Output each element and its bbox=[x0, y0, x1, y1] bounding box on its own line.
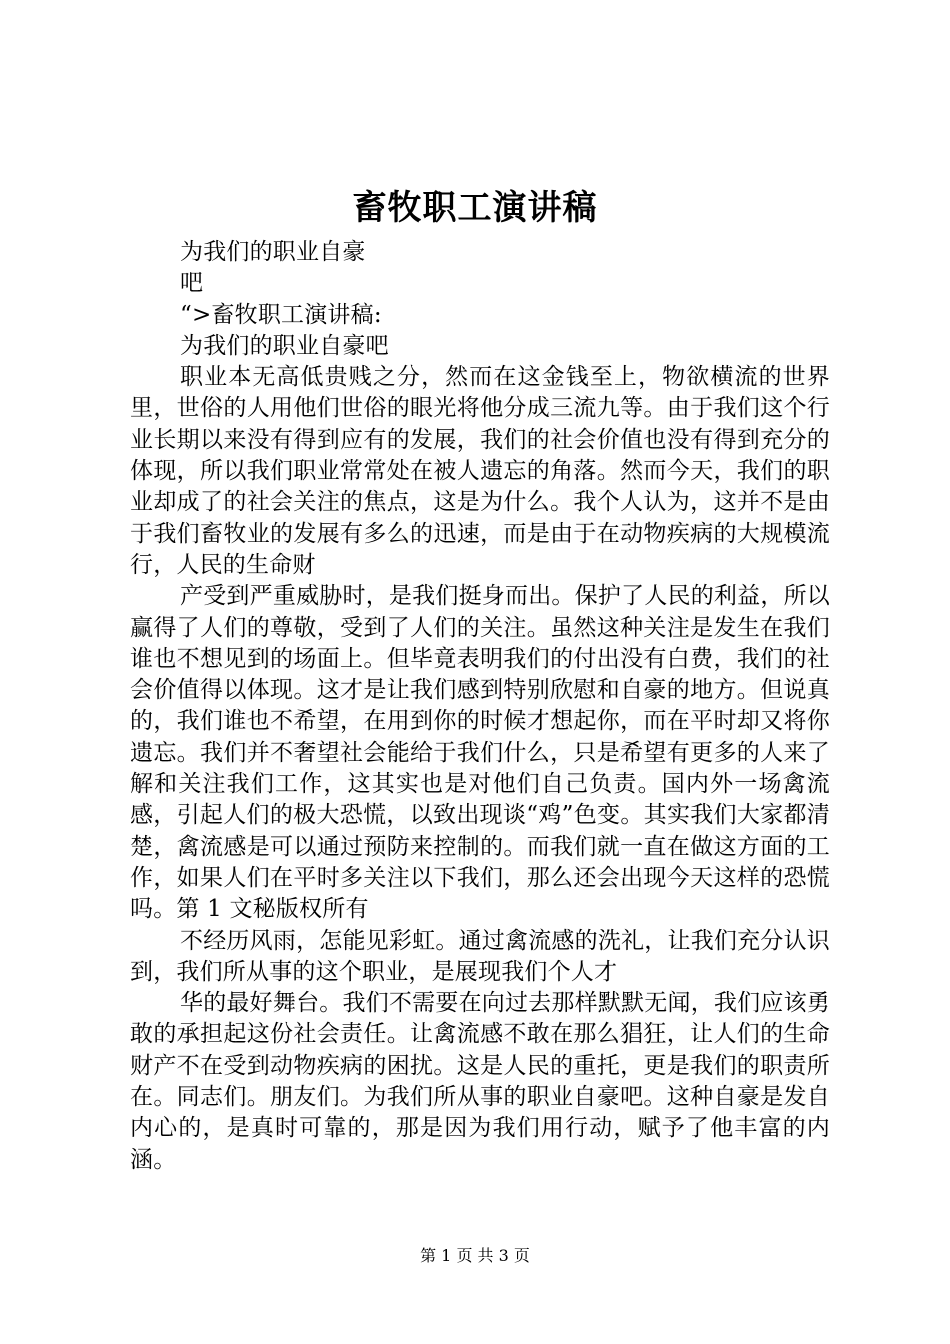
paragraph: 为我们的职业自豪吧 bbox=[180, 332, 389, 359]
paragraph: “>畜牧职工演讲稿: bbox=[180, 301, 382, 328]
paragraph: 职业本无高低贵贱之分，然而在这金钱至上，物欲横流的世界里，世俗的人用他们世俗的眼光将他分成三流九等。由于我们这个行业长期以来没有得到应有的发展，我们的社会价值也没有得到充分的体现，所以我们职业常常处在被人遗忘的角落。然而今天，我们的职业却成了的社会关注的焦点，这是为什么。我个人认为，这并不是由于我们畜牧业的发展有多么的迅速，而是由于在动物疾病的大规模流行，人民的生命财 bbox=[130, 364, 830, 578]
paragraph: 华的最好舞台。我们不需要在向过去那样默默无闻，我们应该勇敢的承担起这份社会责任。让禽流感不敢在那么猖狂，让人们的生命财产不在受到动物疾病的困扰。这是人民的重托，更是我们的职责所在。同志们。朋友们。为我们所从事的职业自豪吧。这种自豪是发自内心的，是真时可靠的，那是因为我们用行动，赋予了他丰富的内涵。 bbox=[130, 990, 830, 1173]
page-footer: 第 1 页 共 3 页 bbox=[420, 1246, 530, 1265]
paragraph: 不经历风雨，怎能见彩虹。通过禽流感的洗礼，让我们充分认识到，我们所从事的这个职业，是展现我们个人才 bbox=[130, 927, 830, 985]
document-body bbox=[130, 237, 830, 1176]
paragraph: 产受到严重威胁时，是我们挺身而出。保护了人民的利益，所以赢得了人们的尊敬，受到了人们的关注。虽然这种关注是发生在我们谁也不想见到的场面上。但毕竟表明我们的付出没有白费，我们的社会价值得以体现。这才是让我们感到特别欣慰和自豪的地方。但说真的，我们谁也不希望，在用到你的时候才想起你，而在平时却又将你遗忘。我们并不奢望社会能给于我们什么，只是希望有更多的人来了解和关注我们工作，这其实也是对他们自己负责。国内外一场禽流感，引起人们的极大恐慌，以致出现谈“鸡”色变。其实我们大家都清楚，禽流感是可以通过预防来控制的。而我们就一直在做这方面的工作，如果人们在平时多关注以下我们，那么还会出现今天这样的恐慌吗。第 1 文秘版权所有 bbox=[130, 583, 830, 923]
document-title: 畜牧职工演讲稿 bbox=[352, 188, 598, 228]
paragraph: 为我们的职业自豪 bbox=[180, 239, 366, 265]
paragraph: 吧 bbox=[180, 270, 204, 297]
